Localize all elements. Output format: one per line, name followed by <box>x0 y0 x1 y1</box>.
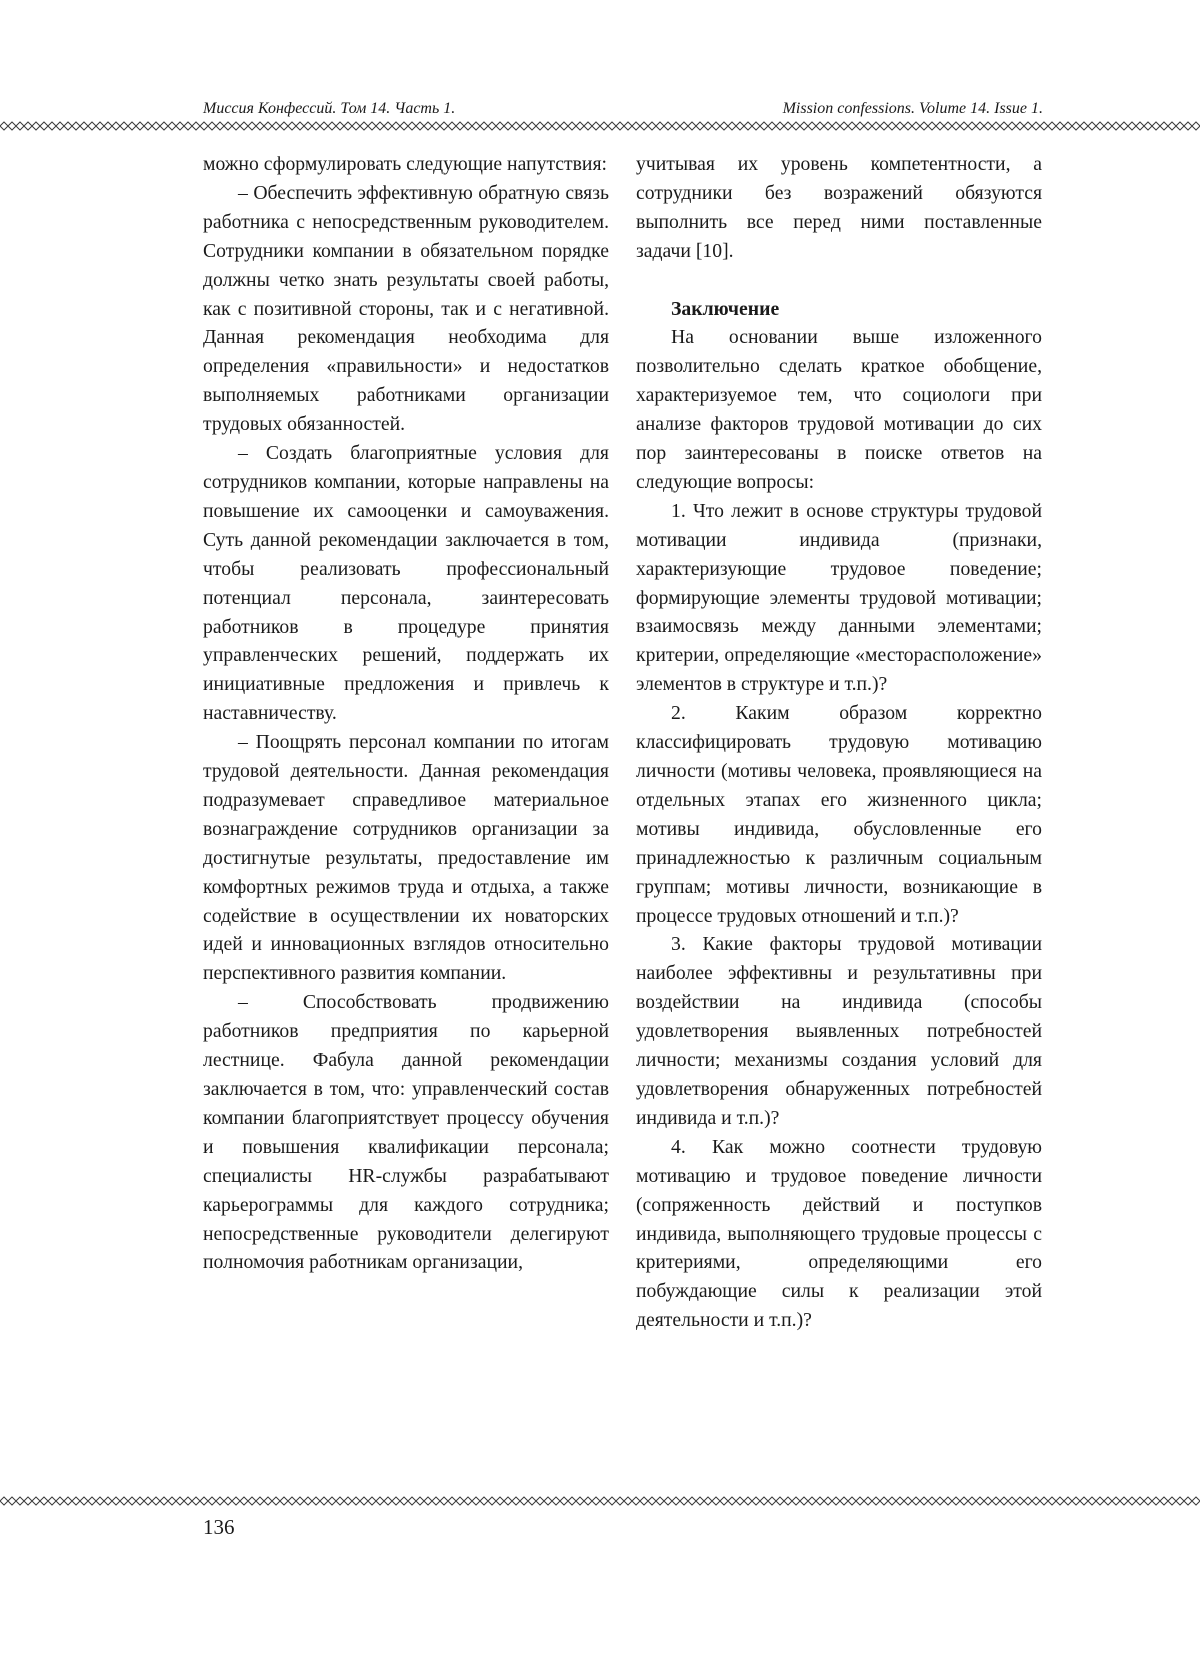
question-1: 1. Что лежит в основе структуры трудовой мотивации индивида (признаки, характеризующие трудовое поведение; формирующие элементы трудовой мотивации; взаимосвязь между данными элементами; критерии, определяющие «месторасположение» элементов в структуре и т.п.)? <box>636 499 1042 696</box>
recommendation-career: – Способствовать продвижению работников предприятия по карьерной лестнице. Фабула данной рекомендации заключается в том, что: управленческий состав компании благоприятствует процессу обучения и повышения квалификации персонала; специалисты HR-службы разрабатывают карьерограммы для каждого сотрудника; непосредственные руководители делегируют полномочия работникам организации, <box>203 991 609 1274</box>
page-number: 136 <box>203 1515 235 1539</box>
recommendation-rewards: – Поощрять персонал компании по итогам трудовой деятельности. Данная рекомендация подразумевает справедливое материальное вознаграждение сотрудников организации за достигнутые результаты, предоставление им комфортных режимов труда и отдыха, а также содействие в осуществлении их новаторских идей и инновационных взглядов относительно перспективного развития компании. <box>203 731 609 985</box>
conclusion-intro: На основании выше изложенного позволительно сделать краткое обобщение, характеризуемое тем, что социологи при анализе факторов трудовой мотивации до сих пор заинтересованы в поиске ответов на следующие вопросы: <box>636 326 1042 493</box>
recommendation-conditions: – Создать благоприятные условия для сотрудников компании, которые направлены на повышение их самооценки и самоуважения. Суть данной рекомендации заключается в том, чтобы реализовать профессиональный потенциал персонала, заинтересовать работников в процедуре принятия управленческих решений, поддержать их инициативные предложения и привлечь к наставничеству. <box>203 442 609 725</box>
section-heading-conclusion: Заключение <box>671 297 780 320</box>
left-column <box>203 150 609 1277</box>
question-4: 4. Как можно соотнести трудовую мотивацию и трудовое поведение личности (сопряженность действий и поступков индивида, выполняющего трудовые процессы с критериями, определяющими его побуждающие силы к реализации этой деятельности и т.п.)? <box>636 1135 1042 1332</box>
question-3: 3. Какие факторы трудовой мотивации наиболее эффективны и результативны при воздействии на индивида (способы удовлетворения выявленных потребностей личности; механизмы создания условий для удовлетворения обнаруженных потребностей индивида и т.п.)? <box>636 933 1042 1129</box>
paragraph: можно сформулировать следующие напутствия: <box>203 153 607 175</box>
journal-title-ru: Миссия Конфессий. Том 14. Часть 1. <box>203 100 456 117</box>
top-ornament-border <box>0 120 1200 132</box>
bottom-ornament-border <box>0 1495 1200 1507</box>
running-head <box>203 96 1043 122</box>
recommendation-feedback: – Обеспечить эффективную обратную связь работника с непосредственным руководителем. Сотрудники компании в обязательном порядке должны четко знать результаты своей работы, как с позитивной стороны, так и с негативной. Данная рекомендация необходима для определения «правильности» и недостатков выполняемых работниками организации трудовых обязанностей. <box>203 181 609 436</box>
journal-title-en: Mission confessions. Volume 14. Issue 1. <box>782 100 1043 117</box>
paragraph-continuation: учитывая их уровень компетентности, а сотрудники без возражений обязуются выполнить все перед ними поставленные задачи [10]. <box>636 153 1042 262</box>
section-spacer <box>636 266 1042 295</box>
question-2: 2. Каким образом корректно классифицировать трудовую мотивацию личности (мотивы человека, проявляющиеся на отдельных этапах его жизненного цикла; мотивы индивида, обусловленные его принадлежностью к различным социальным группам; мотивы личности, возникающие в процессе трудовых отношений и т.п.)? <box>636 702 1042 927</box>
right-column <box>636 150 1042 1335</box>
